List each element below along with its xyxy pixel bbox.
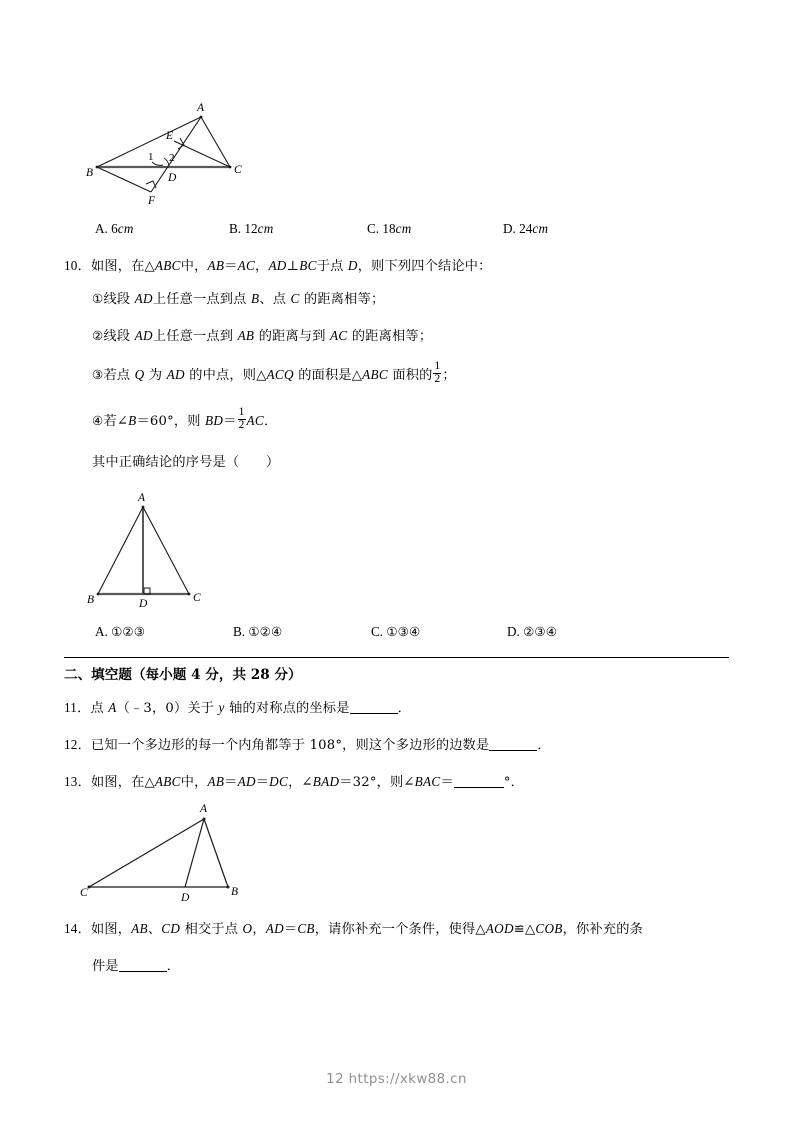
q12: 12．已知一个多边形的每一个内角都等于 108°，则这个多边形的边数是 ． — [64, 737, 551, 753]
q12-number: 12． — [64, 737, 91, 752]
q10-figure — [86, 484, 246, 608]
q10-choice-c-value: ①③④ — [386, 624, 421, 639]
q10-item-3-fraction: $\frac{1}{2}$ — [434, 360, 441, 385]
q12-answer-blank[interactable] — [489, 737, 537, 751]
q9-choice-d-value: 24 — [519, 221, 533, 236]
section-2-heading: 二、填空题（每小题 4 分，共 28 分） — [64, 667, 302, 683]
svg-text:C: C — [80, 887, 88, 899]
q9-choice-b-unit: cm — [257, 221, 274, 236]
svg-text:A: A — [138, 492, 146, 504]
q10-item-3: ③若点 Q 为 AD 的中点，则△ACQ 的面积是△ABC 面积的 $\frac{1}{2}$ ； — [92, 360, 456, 385]
q10-prompt: 其中正确结论的序号是（ ） — [92, 455, 280, 470]
q10-choice-b[interactable] — [233, 624, 282, 640]
q9-choice-c-value: 18 — [382, 221, 396, 236]
svg-text:D: D — [181, 892, 190, 904]
q10-number: 10． — [64, 258, 91, 273]
q13: 13．如图，在△ABC中，AB＝AD＝DC，∠BAD＝32°，则∠BAC＝ °． — [64, 774, 525, 790]
q10-choice-d[interactable] — [507, 624, 557, 640]
q9-choice-b[interactable] — [229, 221, 274, 237]
q10-item-1: ①线段 AD上任意一点到点 B、点 C 的距离相等； — [92, 291, 385, 307]
q10-item-4-fraction: $\frac{1}{2}$ — [238, 406, 245, 431]
q10-item-2-marker: ② — [92, 328, 104, 343]
q9-choice-c-tag: C. — [367, 221, 380, 236]
q9-choice-d[interactable] — [503, 221, 548, 237]
q9-choice-a-tag: A. — [95, 221, 108, 236]
q13-figure — [80, 798, 250, 904]
svg-text:C: C — [193, 592, 201, 604]
q14-number: 14． — [64, 921, 91, 936]
q10-choice-a[interactable] — [95, 624, 145, 640]
q10-item-4: ④若∠B＝60°，则 BD＝ $\frac{1}{2}$ AC． — [92, 406, 278, 431]
q9-choice-b-value: 12 — [244, 221, 258, 236]
svg-text:A: A — [200, 803, 208, 815]
svg-text:1: 1 — [148, 151, 154, 163]
q10-choice-b-tag: B. — [233, 624, 246, 639]
svg-text:B: B — [86, 167, 94, 179]
q10-item-2: ②线段 AD上任意一点到 AB 的距离与到 AC 的距离相等； — [92, 328, 433, 344]
q10-choice-b-value: ①②④ — [248, 624, 283, 639]
q10-choice-d-value: ②③④ — [523, 624, 557, 639]
q9-choice-d-tag: D. — [503, 221, 516, 236]
q9-choice-d-unit: cm — [532, 221, 549, 236]
q10-choice-c-tag: C. — [371, 624, 384, 639]
q13-answer-blank[interactable] — [454, 774, 504, 788]
q11-answer-blank[interactable] — [350, 700, 398, 714]
svg-text:2: 2 — [169, 152, 175, 164]
q11: 11．点 A（﹣3，0）关于 y 轴的对称点的坐标是 ． — [64, 700, 411, 716]
svg-text:A: A — [197, 102, 205, 114]
q10-stem: 10．如图，在△ABC中，AB＝AC，AD⊥BC于点 D，则下列四个结论中： — [64, 258, 492, 274]
q13-number: 13． — [64, 774, 91, 789]
footer-watermark: 12 https://xkw88.cn — [326, 1072, 467, 1087]
svg-text:D: D — [168, 172, 177, 184]
q14-line-2: 件是 ． — [92, 959, 181, 974]
section-divider — [64, 657, 729, 658]
q10-choice-d-tag: D. — [507, 624, 520, 639]
q9-figure — [84, 88, 264, 206]
q9-choice-c[interactable] — [367, 221, 412, 237]
q10-item-4-marker: ④ — [92, 412, 104, 428]
q14-line-1: 14．如图，AB、CD 相交于点 O，AD＝CB，请你补充一个条件，使得△AOD≌△COB，你补充的条 — [64, 921, 643, 937]
q9-choice-b-tag: B. — [229, 221, 242, 236]
svg-text:B: B — [87, 594, 95, 606]
q9-choice-a[interactable] — [95, 221, 134, 237]
svg-text:C: C — [234, 164, 242, 176]
q9-choice-a-value: 6 — [111, 221, 118, 236]
q14-answer-blank[interactable] — [119, 958, 167, 972]
q9-choice-c-unit: cm — [395, 221, 412, 236]
q11-number: 11． — [64, 700, 91, 715]
q10-item-1-marker: ① — [92, 291, 104, 306]
svg-text:F: F — [148, 195, 156, 206]
svg-text:B: B — [231, 886, 239, 898]
q10-choice-a-tag: A. — [95, 624, 108, 639]
q10-choice-c[interactable] — [371, 624, 420, 640]
q10-item-3-marker: ③ — [92, 366, 104, 382]
q10-choice-a-value: ①②③ — [111, 624, 145, 639]
svg-text:D: D — [139, 598, 148, 608]
svg-text:E: E — [166, 130, 174, 142]
q9-choice-a-unit: cm — [117, 221, 134, 236]
